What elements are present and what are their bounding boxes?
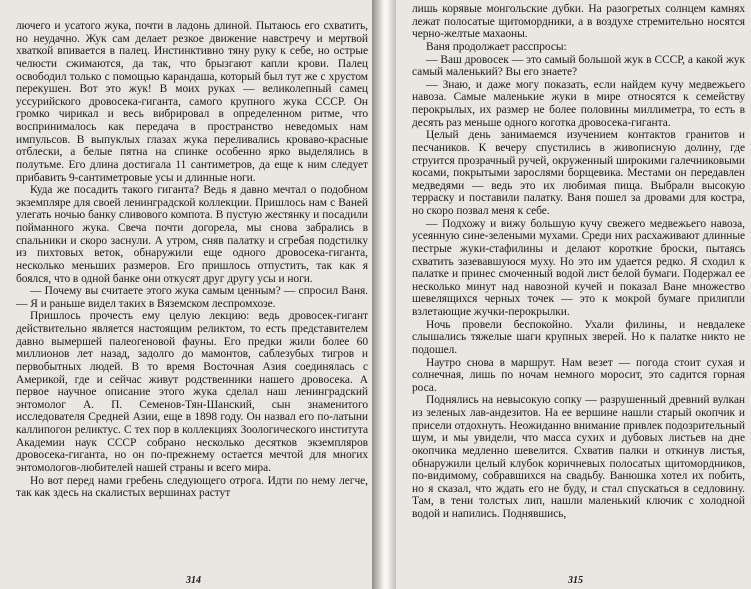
paragraph: Пришлось прочесть ему целую лекцию: ведь дровосек-гигант действительно является настоящим реликтом, то есть представителем давно вымершей палеогеновой фауны. Его предки жили более 60 миллионов лет назад, задолго до мамонтов, саблезубых тигров и первобытных людей. В то время Восточная Азия соединялась с Америкой, где и сейчас живут родственники нашего дровосека. А первое научное описание этого жука сделал наш ленинградский энтомолог А. П. Семенов-Тян-Шанский, сын знаменитого исследователя Средней Азии, еще в 1898 году. Он назвал его по-латыни каллипогон реликтус. С тех пор в коллекциях Зоологического института Академии наук СССР собрано несколько десятков экземпляров дровосека-гиганта, но он по-прежнему остается мечтой для многих энтомологов-любителей нашей страны и всего мира. (16, 310, 368, 474)
paragraph: лючего и усатого жука, почти в ладонь длиной. Пытаюсь его схватить, но неудачно. Жук сам делает резкое движение навстречу и мертвой хваткой впивается в палец. Инстинктивно тяну руку к себе, но острые челюсти сжимаются, да так, что брызгают капли крови. Палец освободил только с помощью карандаша, который был тут же с хрустом перекушен. Вот это жук! В моих руках — великолепный самец уссурийского дровосека-гиганта, самого крупного жука СССР. Он громко чирикал и весь вибрировал в определенном ритме, что воспринималось как передача в пространство неведомых нам импульсов. В выпуклых глазах жука переливались кроваво-красные отблески, а белые пятна на спинке особенно ярко выделялись в полутьме. Его длина достигала 11 сантиметров, да еще к ним следует прибавить 9-сантиметровые усы и длинные ноги. (16, 20, 368, 184)
paragraph: — Знаю, и даже могу показать, если найдем кучу медвежьего навоза. Самые маленькие жуки в мире относятся к семейству перокрылых, их размер не более половины миллиметра, то есть в десять раз меньше одного коготка дровосека-гиганта. (412, 78, 745, 129)
paragraph: — Ваш дровосек — это самый большой жук в СССР, а какой жук самый маленький? Вы его знаете? (412, 53, 745, 79)
right-page (396, 0, 751, 589)
left-page (0, 0, 374, 589)
paragraph: Ночь провели беспокойно. Ухали филины, и невдалеке слышались тяжелые шаги крупных зверей. Но к палатке никто не подошел. (412, 318, 745, 356)
paragraph: — Подхожу и вижу большую кучу свежего медвежьего навоза, усеянную сине-зелеными мухами. Среди них расхаживают длинные пестрые жуки-стафилины и делают короткие броски, пытаясь схватить зазевавшуюся муху. Но это им удается редко. Я сходил к палатке и принес смоченный водой лист белой бумаги. Подержал ее несколько минут над навозной кучей и показал Ване множество шевелящихся черных точек — это к мокрой бумаге прилипли взлетающие жучки-перокрылки. (412, 217, 745, 318)
paragraph: Ваня продолжает расспросы: (426, 40, 567, 53)
paragraph: Целый день занимаемся изучением контактов гранитов и песчаников. К вечеру спустились в живописную долину, где струится прозрачный ручей, окруженный широкими галечниковыми косами, покрытыми зарослями борщевика. Местами он передавлен медведями — ведь это их любимая пища. Выбрали высокую терраску и поставили палатку. Ваня пошел за дровами для костра, но скоро позвал меня к себе. (412, 129, 745, 217)
page-number: 314 (186, 575, 201, 586)
book-gutter (372, 0, 398, 589)
paragraph: Куда же посадить такого гиганта? Ведь я давно мечтал о подобном экземпляре для своей ленинградской коллекции. Пришлось нам с Ваней улегать ночью банку сливового компота. В пустую жестянку и посадили пойманного жука. Свеча почти догорела, мы снова забрались в спальники и скоро заснули. А утром, сняв палатку и сгребая подстилку из пихтовых веток, обнаружили еще одного дровосека-гиганта, несколько меньших размеров. Его пришлось отпустить, так как я боялся, что в одной банке они откусят друг другу усы и ноги. (16, 184, 368, 285)
paragraph: — Почему вы считаете этого жука самым ценным? — спросил Ваня. — Я и раньше видел таких в Вяземском леспромхозе. (16, 285, 368, 310)
paragraph: Наутро снова в маршрут. Нам везет — погода стоит сухая и солнечная, лишь по ночам немного моросит, это садится горная роса. (412, 356, 745, 394)
paragraph: лишь корявые монгольские дубки. На разогретых солнцем камнях лежат полосатые щитомордники, а в воздухе стремительно носятся черно-желтые махаоны. (412, 3, 745, 41)
page-number: 315 (568, 575, 583, 586)
paragraph: Но вот перед нами гребень следующего отрога. Идти по нему легче, так как здесь на скалистых вершинах растут (16, 474, 368, 500)
paragraph: Поднялись на невысокую сопку — разрушенный древний вулкан из зеленых лав-андезитов. На ее вершине нашли старый окопчик и присели отдохнуть. Неожиданно внимание привлек подозрительный шум, и мы увидели, что масса сухих и дубовых листьев на дне окопчика медленно шевелится. Схватив палки и откинув листья, обнаружили целый клубок коричневых полосатых щитомордников, по-видимому, собравшихся на свадьбу. Ванюшка хотел их побить, но я сказал, что ждать его не буду, и стал спускаться в седловину. Там, в тени толстых лип, нашли маленький ключик с холодной водой и напились. Поднявшись, (412, 394, 745, 520)
